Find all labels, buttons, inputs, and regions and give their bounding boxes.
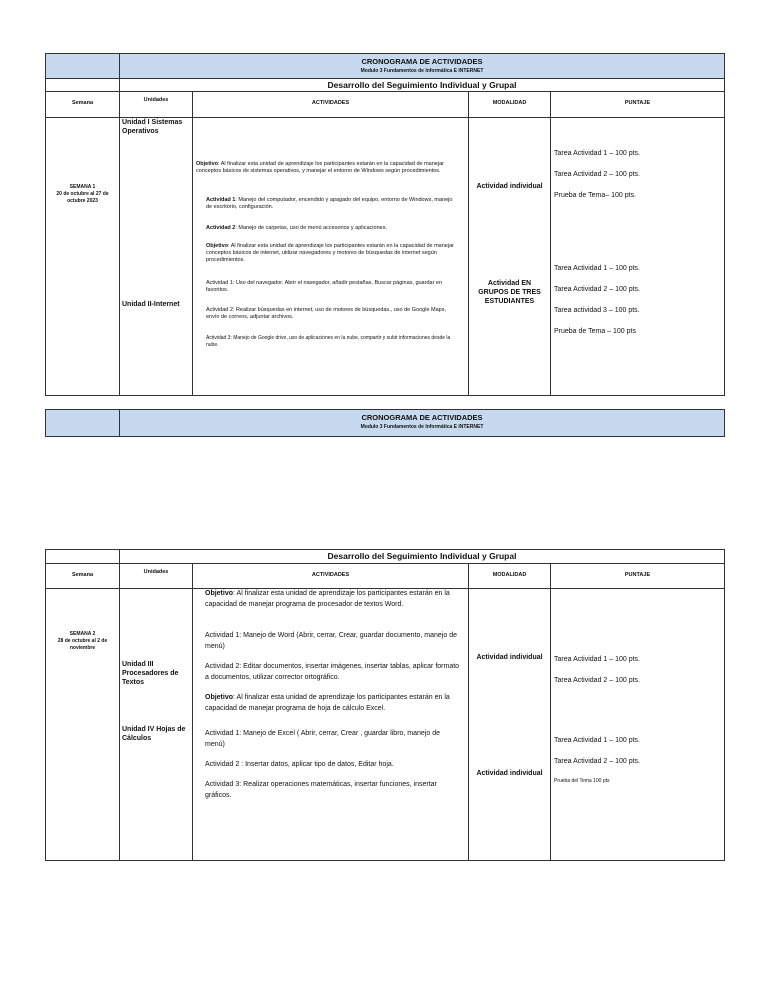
- semana-label: SEMANA 1: [69, 184, 96, 190]
- header-band: [120, 54, 724, 78]
- modalidad-grupos: Actividad EN GRUPOS DE TRES ESTUDIANTES: [478, 280, 541, 305]
- activity-item: Actividad 2: Editar documentos, insertar imágenes, insertar tablas, aplicar formato a documentos, utilizar corrector ortográfico.: [205, 663, 460, 681]
- header-subtitle: Modulo 3 Fundamentos de Informática E INTERNET: [360, 424, 484, 430]
- activity-item: Actividad 1: Manejo del computador, encendido y apagado del equipo, entorno de Windows, manejo de escritorio, configuración.: [206, 197, 453, 211]
- unidades-cell: [120, 118, 193, 395]
- semana-label: SEMANA 2: [69, 631, 96, 637]
- activity-item: Actividad 3: Manejo de Google drive, uso de aplicaciones en la nube, compartir y subir informaciones desde la nube.: [206, 335, 451, 349]
- header-band: [120, 410, 724, 436]
- activity-item: Actividad 1: Uso del navegador. Abrir el navegador, añadir pestañas, Buscar páginas, guardar en favoritos.: [206, 280, 443, 294]
- activity-item: Actividad 3: Realizar operaciones matemáticas, insertar funciones, insertar gráficos.: [205, 781, 437, 799]
- col-actividades: ACTIVIDADES: [193, 564, 469, 588]
- schedule-table-week1: [45, 53, 725, 396]
- modalidad-individual: Actividad individual: [476, 654, 543, 661]
- schedule-table-week2: [45, 549, 725, 861]
- activity-item: Actividad 2: Realizar búsquedas en internet, uso de motores de búsquedas., uso de Google Maps, envío de correos, adjuntar archivos.: [206, 307, 447, 321]
- actividades-cell: [193, 118, 469, 395]
- semana-dates: 28 de octubre al 2 de: [57, 638, 108, 644]
- semana-cell: [46, 118, 120, 395]
- puntaje-item: Tarea Actividad 2 – 100 pts.: [554, 758, 640, 765]
- header-spacer: [46, 54, 120, 78]
- col-modalidad: MODALIDAD: [469, 564, 551, 588]
- puntaje-item: Tarea Actividad 1 – 100 pts.: [554, 656, 640, 663]
- unit-name: Unidad II-Internet: [122, 301, 180, 308]
- puntaje-item: Tarea Actividad 2 – 100 pts.: [554, 171, 640, 178]
- modalidad-cell: [469, 118, 551, 395]
- activity-item: Actividad 1: Manejo de Word (Abrir, cerrar, Crear, guardar documento, manejo de menú): [205, 632, 457, 650]
- activity-item: Actividad 1: Manejo de Excel ( Abrir, cerrar, Crear , guardar libro, manejo de menú): [205, 730, 440, 748]
- col-semana: Semana: [46, 564, 120, 588]
- puntaje-cell: [551, 118, 724, 395]
- header-title: CRONOGRAMA DE ACTIVIDADES: [361, 413, 483, 422]
- activity-item: Actividad 2 : Insertar datos, aplicar tipo de datos, Editar hoja.: [205, 761, 394, 768]
- col-semana: Semana: [46, 92, 120, 117]
- puntaje-item: Tarea Actividad 2 – 100 pts.: [554, 286, 640, 293]
- modalidad-individual: Actividad individual: [476, 183, 543, 190]
- unidades-cell: [120, 589, 193, 860]
- semana-dates-end: noviembre: [69, 645, 96, 651]
- activity-item: Objetivo: Al finalizar esta unidad de aprendizaje los participantes estarán en la capacidad de manejar programa de procesador de textos Word.: [205, 590, 450, 608]
- schedule-header-repeat: [45, 409, 725, 437]
- unit-name: Unidad IV Hojas de Cálculos: [122, 726, 186, 742]
- header-subtitle: Modulo 3 Fundamentos de Informática E INTERNET: [360, 68, 484, 74]
- puntaje-item: Tarea Actividad 2 – 100 pts.: [554, 677, 640, 684]
- puntaje-item: Prueba de Tema– 100 pts.: [554, 192, 636, 199]
- actividades-cell: [193, 589, 469, 860]
- unit-name: Unidad I Sistemas Operativos: [122, 119, 183, 135]
- modalidad-cell: [469, 589, 551, 860]
- header-title: CRONOGRAMA DE ACTIVIDADES: [361, 57, 483, 66]
- puntaje-item: Tarea actividad 3 – 100 pts.: [554, 307, 640, 314]
- modalidad-individual: Actividad individual: [476, 770, 543, 777]
- activity-item: Objetivo: Al finalizar esta unidad de aprendizaje los participantes estarán en la capacidad de manejar conceptos básicos de internet, utilizar navegadores y motores de búsquedas de internet según procedimientos.: [206, 243, 454, 264]
- activity-item: Objetivo: Al finalizar esta unidad de aprendizaje los participantes estarán en la capacidad de manejar conceptos básicos de sistemas operativos, y manejar el entorno de Windows según procedimientos.: [196, 161, 444, 175]
- section-title: Desarrollo del Seguimiento Individual y Grupal: [327, 80, 517, 90]
- col-actividades: ACTIVIDADES: [193, 92, 469, 117]
- section-title: Desarrollo del Seguimiento Individual y Grupal: [327, 551, 517, 561]
- puntaje-item: Prueba del Tema 100 pts: [554, 778, 610, 784]
- puntaje-item: Tarea Actividad 1 – 100 pts.: [554, 265, 640, 272]
- puntaje-item: Tarea Actividad 1 – 100 pts.: [554, 150, 640, 157]
- puntaje-item: Prueba de Tema – 100 pts: [554, 328, 636, 335]
- col-puntaje: PUNTAJE: [624, 100, 651, 106]
- puntaje-item: Tarea Actividad 1 – 100 pts.: [554, 737, 640, 744]
- puntaje-cell: [551, 589, 724, 860]
- col-puntaje: PUNTAJE: [624, 572, 651, 578]
- semana-dates-end: octubre 2023: [67, 198, 98, 204]
- activity-item: Actividad 2: Manejo de carpetas, uso de menú accesorios y aplicaciones.: [206, 225, 387, 231]
- semana-cell: [46, 589, 120, 860]
- unit-name: Unidad III Procesadores de Textos: [122, 661, 179, 686]
- col-unidades: Unidades: [120, 92, 193, 117]
- header-spacer: [46, 410, 120, 436]
- col-modalidad: MODALIDAD: [469, 92, 551, 117]
- activity-item: Objetivo: Al finalizar esta unidad de aprendizaje los participantes estarán en la capacidad de manejar programa de hoja de cálculo Excel.: [205, 694, 450, 712]
- col-unidades: Unidades: [120, 564, 193, 588]
- semana-dates: 20 de octubre al 27 de: [56, 191, 109, 197]
